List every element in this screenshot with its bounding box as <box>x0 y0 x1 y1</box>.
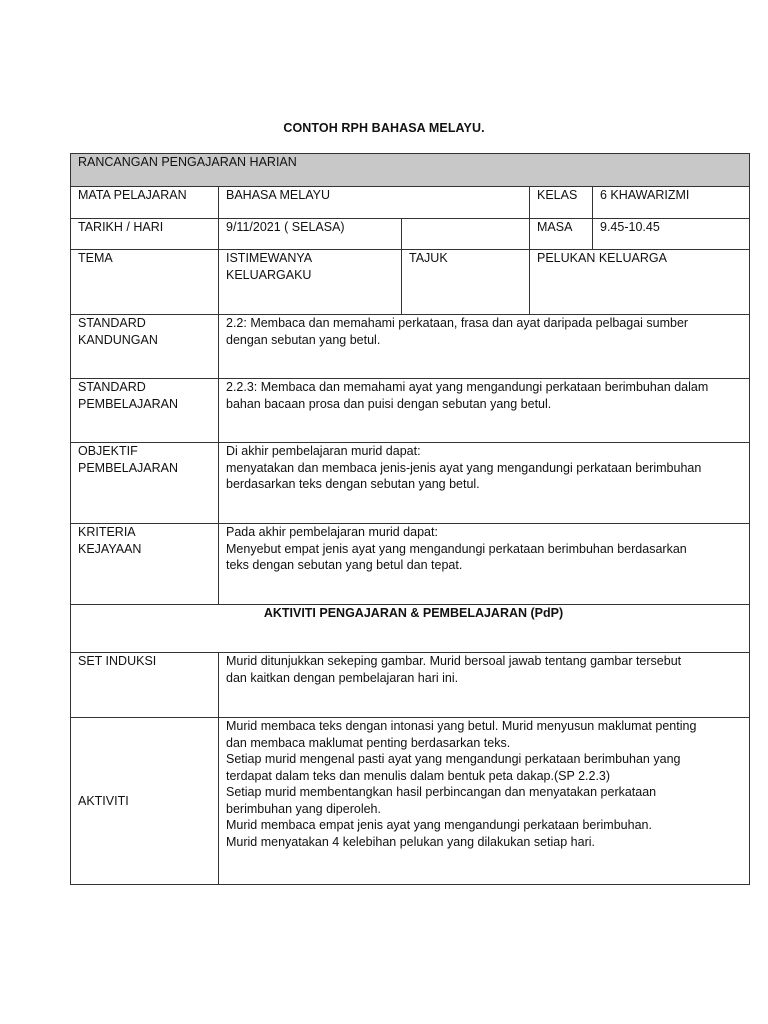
aktiviti-line: Murid membaca teks dengan intonasi yang betul. Murid menyusun maklumat penting dan membaca maklumat penting berdasarkan teks. <box>226 719 697 750</box>
tarikh-empty-cell <box>402 219 530 250</box>
standard-pembelajaran-label: STANDARD PEMBELAJARAN <box>71 379 219 443</box>
masa-value: 9.45-10.45 <box>593 219 750 250</box>
kelas-value: 6 KHAWARIZMI <box>593 187 750 219</box>
set-induksi-value: Murid ditunjukkan sekeping gambar. Murid bersoal jawab tentang gambar tersebut dan kaitkan dengan pembelajaran hari ini. <box>219 653 750 718</box>
tema-row <box>71 250 750 315</box>
aktiviti-header-row <box>71 605 750 653</box>
kriteria-value <box>219 524 750 605</box>
kriteria-line: Menyebut empat jenis ayat yang mengandungi perkataan berimbuhan berdasarkan teks dengan sebutan yang betul dan tepat. <box>226 541 687 572</box>
masa-label: MASA <box>530 219 593 250</box>
tarikh-row <box>71 219 750 250</box>
tajuk-value: PELUKAN KELUARGA <box>530 250 750 315</box>
standard-pembelajaran-value: 2.2.3: Membaca dan memahami ayat yang mengandungi perkataan berimbuhan dalam bahan bacaan prosa dan puisi dengan sebutan yang betul. <box>219 379 750 443</box>
aktiviti-line: Setiap murid membentangkan hasil perbincangan dan menyatakan perkataan berimbuhan yang diperoleh. <box>226 785 657 816</box>
aktiviti-line: Murid membaca empat jenis ayat yang mengandungi perkataan berimbuhan. <box>226 818 652 832</box>
objektif-row <box>71 443 750 524</box>
set-induksi-label: SET INDUKSI <box>71 653 219 718</box>
kriteria-label: KRITERIA KEJAYAAN <box>71 524 219 605</box>
aktiviti-line: Murid menyatakan 4 kelebihan pelukan yang dilakukan setiap hari. <box>226 834 595 849</box>
standard-kandungan-label: STANDARD KANDUNGAN <box>71 315 219 379</box>
kelas-label: KELAS <box>530 187 593 219</box>
objektif-line: menyatakan dan membaca jenis-jenis ayat yang mengandungi perkataan berimbuhan berdasarkan teks dengan sebutan yang betul. <box>226 460 702 491</box>
objektif-label: OBJEKTIF PEMBELAJARAN <box>71 443 219 524</box>
document-title: CONTOH RPH BAHASA MELAYU. <box>283 121 485 135</box>
standard-kandungan-value: 2.2: Membaca dan memahami perkataan, frasa dan ayat daripada pelbagai sumber dengan sebutan yang betul. <box>219 315 750 379</box>
tajuk-label: TAJUK <box>402 250 530 315</box>
objektif-line: Di akhir pembelajaran murid dapat: <box>226 444 421 458</box>
mata-pelajaran-value: BAHASA MELAYU <box>219 187 530 219</box>
tarikh-value: 9/11/2021 ( SELASA) <box>219 219 402 250</box>
aktiviti-header-cell: AKTIVITI PENGAJARAN & PEMBELAJARAN (PdP) <box>71 605 750 653</box>
lesson-plan-table <box>70 153 750 885</box>
kriteria-line: Pada akhir pembelajaran murid dapat: <box>226 525 438 539</box>
aktiviti-value <box>219 718 750 885</box>
mata-pelajaran-label: MATA PELAJARAN <box>71 187 219 219</box>
kriteria-row <box>71 524 750 605</box>
aktiviti-line: Setiap murid mengenal pasti ayat yang mengandungi perkataan berimbuhan yang terdapat dalam teks dan menulis dalam bentuk peta dakap.(SP 2.2.3) <box>226 752 681 783</box>
standard-kandungan-row <box>71 315 750 379</box>
tema-value: ISTIMEWANYA KELUARGAKU <box>219 250 402 315</box>
set-induksi-row <box>71 653 750 718</box>
standard-pembelajaran-row <box>71 379 750 443</box>
aktiviti-label: AKTIVITI <box>71 718 219 885</box>
tema-label: TEMA <box>71 250 219 315</box>
mata-pelajaran-row <box>71 187 750 219</box>
table-header-cell: RANCANGAN PENGAJARAN HARIAN <box>71 154 750 187</box>
aktiviti-row <box>71 718 750 885</box>
table-header-row <box>71 154 750 187</box>
tarikh-label: TARIKH / HARI <box>71 219 219 250</box>
objektif-value <box>219 443 750 524</box>
